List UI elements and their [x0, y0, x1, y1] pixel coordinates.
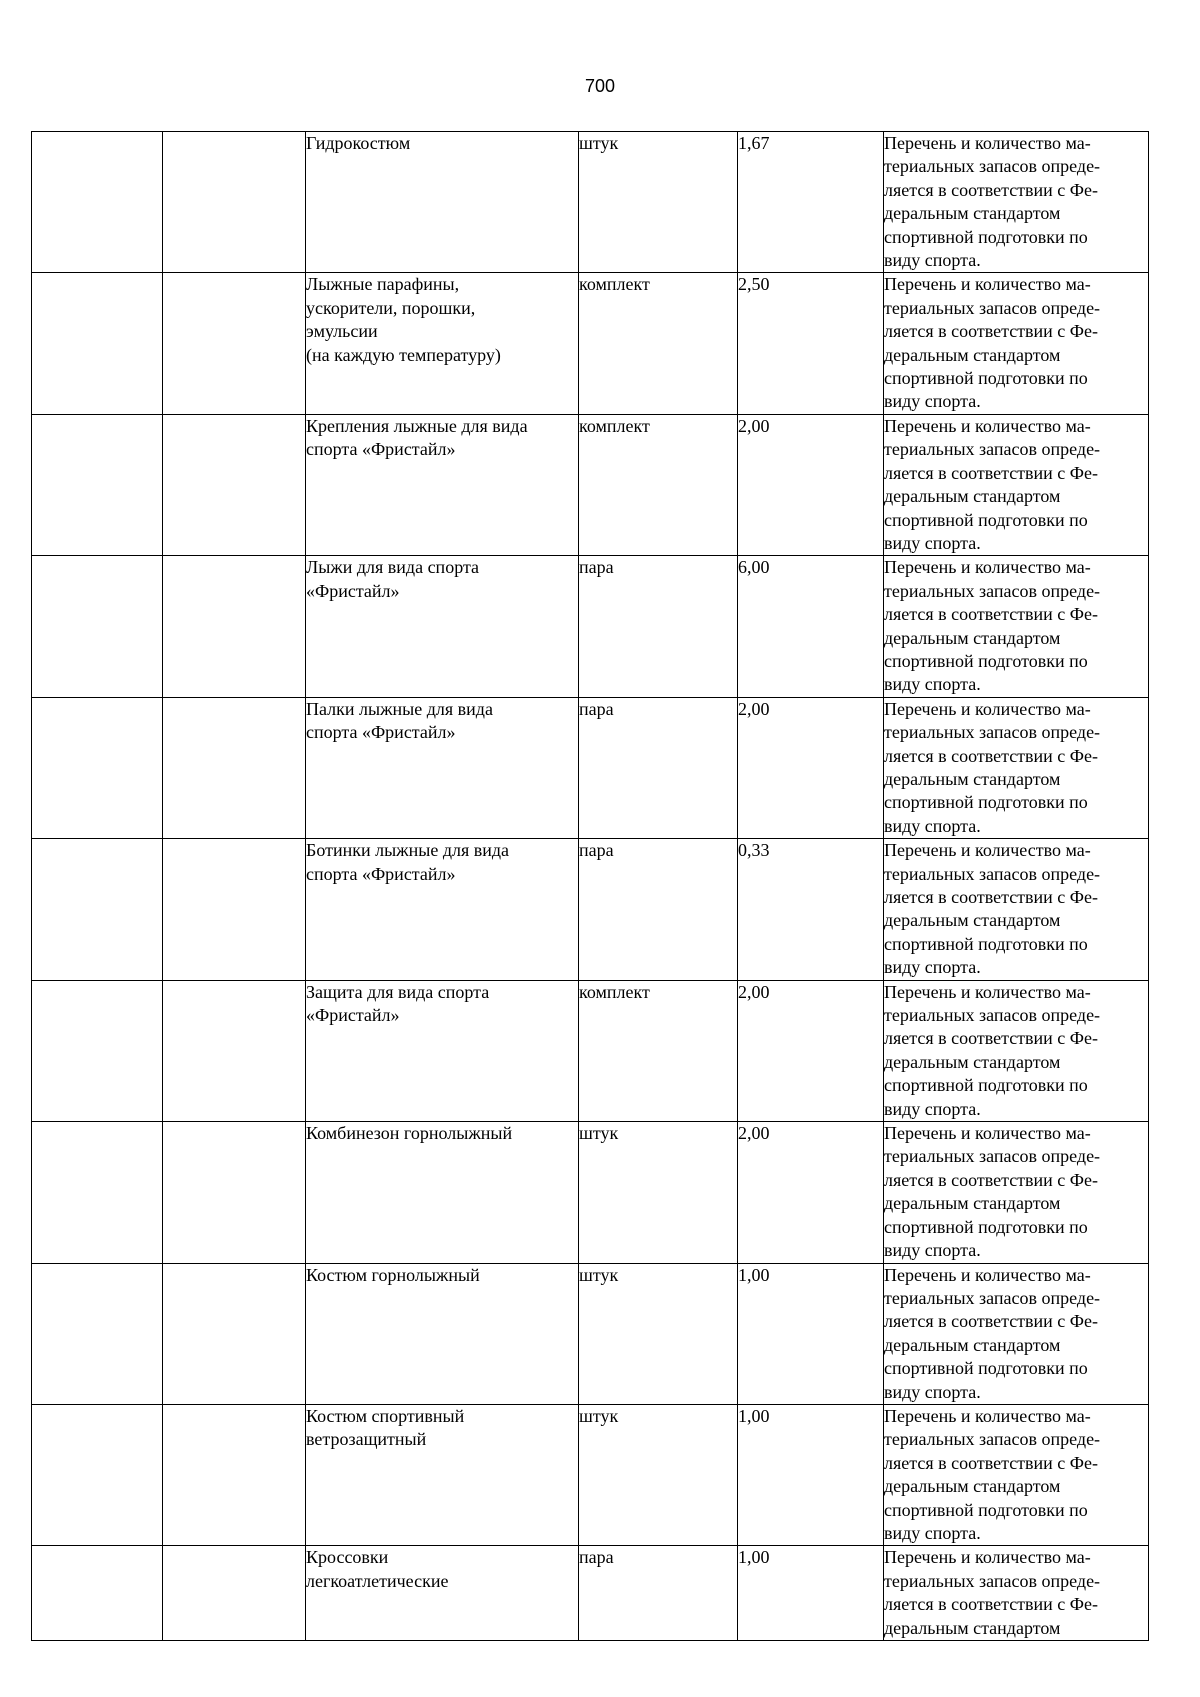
table-row	[32, 839, 1149, 980]
table-row	[32, 697, 1149, 838]
empty-cell-a	[32, 1263, 163, 1404]
item-name-cell	[306, 697, 579, 838]
unit-cell: пара	[579, 697, 738, 838]
unit-cell: штук	[579, 132, 738, 273]
note-cell: Перечень и количество ма- териальных запасов опреде- ляется в соответствии с Фе- деральным стандартом спортивной подготовки по виду спорта.	[884, 1122, 1149, 1263]
item-name: Крепления лыжные для вида спорта «Фристайл»	[306, 415, 528, 460]
item-name: Кроссовки легкоатлетические	[306, 1547, 449, 1591]
empty-cell-b	[163, 1263, 306, 1404]
note-cell: Перечень и количество ма- териальных запасов опреде- ляется в соответствии с Фе- деральным стандартом спортивной подготовки по виду спорта.	[884, 414, 1149, 555]
note-cell: Перечень и количество ма- териальных запасов опреде- ляется в соответствии с Фе- деральным стандартом спортивной подготовки по виду спорта.	[884, 1263, 1149, 1404]
empty-cell-a	[32, 1404, 163, 1545]
empty-cell-b	[163, 556, 306, 697]
item-name: Лыжи для вида спорта «Фристайл»	[306, 557, 480, 601]
unit-cell: комплект	[579, 414, 738, 555]
empty-cell-a	[32, 556, 163, 697]
unit-cell: комплект	[579, 273, 738, 414]
quantity-cell: 2,50	[738, 273, 884, 414]
materials-table-body	[32, 132, 1149, 1641]
empty-cell-b	[163, 1546, 306, 1641]
item-name-cell	[306, 1546, 579, 1641]
item-name-cell	[306, 414, 579, 555]
quantity-cell: 1,00	[738, 1263, 884, 1404]
empty-cell-b	[163, 132, 306, 273]
empty-cell-b	[163, 273, 306, 414]
empty-cell-b	[163, 414, 306, 555]
item-name-cell	[306, 556, 579, 697]
table-row	[32, 1263, 1149, 1404]
item-name: Ботинки лыжные для вида спорта «Фристайл»	[306, 840, 510, 884]
note-cell: Перечень и количество ма- териальных запасов опреде- ляется в соответствии с Фе- деральным стандартом спортивной подготовки по виду спорта.	[884, 839, 1149, 980]
quantity-cell: 1,00	[738, 1546, 884, 1641]
unit-cell: пара	[579, 556, 738, 697]
empty-cell-b	[163, 697, 306, 838]
note-cell: Перечень и количество ма- териальных запасов опреде- ляется в соответствии с Фе- деральным стандартом спортивной подготовки по виду спорта.	[884, 697, 1149, 838]
unit-cell: пара	[579, 1546, 738, 1641]
empty-cell-a	[32, 273, 163, 414]
page-number: 700	[584, 76, 616, 96]
item-name-cell	[306, 132, 579, 273]
quantity-cell: 1,00	[738, 1404, 884, 1545]
item-name: Палки лыжные для вида спорта «Фристайл»	[306, 698, 493, 743]
item-name: Гидрокостюм	[306, 133, 411, 153]
note-cell: Перечень и количество ма- териальных запасов опреде- ляется в соответствии с Фе- деральным стандартом спортивной подготовки по виду спорта.	[884, 1404, 1149, 1545]
quantity-cell: 2,00	[738, 414, 884, 555]
empty-cell-a	[32, 697, 163, 838]
note-cell: Перечень и количество ма- териальных запасов опреде- ляется в соответствии с Фе- деральным стандартом спортивной подготовки по виду спорта.	[884, 132, 1149, 273]
table-row	[32, 1404, 1149, 1545]
note-cell: Перечень и количество ма- териальных запасов опреде- ляется в соответствии с Фе- деральным стандартом спортивной подготовки по виду спорта.	[884, 556, 1149, 697]
item-name: Костюм спортивный ветрозащитный	[306, 1405, 465, 1450]
empty-cell-a	[32, 1546, 163, 1641]
materials-table	[31, 131, 1149, 1641]
table-row	[32, 1122, 1149, 1263]
table-row	[32, 556, 1149, 697]
item-name: Защита для вида спорта «Фристайл»	[306, 981, 490, 1026]
item-name-cell	[306, 980, 579, 1121]
unit-cell: пара	[579, 839, 738, 980]
unit-cell: штук	[579, 1404, 738, 1545]
empty-cell-a	[32, 414, 163, 555]
unit-cell: комплект	[579, 980, 738, 1121]
item-name-cell	[306, 1122, 579, 1263]
note-cell: Перечень и количество ма- териальных запасов опреде- ляется в соответствии с Фе- деральным стандартом спортивной подготовки по виду спорта.	[884, 273, 1149, 414]
empty-cell-a	[32, 132, 163, 273]
quantity-cell: 1,67	[738, 132, 884, 273]
item-name: Костюм горнолыжный	[306, 1264, 480, 1285]
table-row	[32, 132, 1149, 273]
empty-cell-b	[163, 1404, 306, 1545]
unit-cell: штук	[579, 1263, 738, 1404]
item-name-cell	[306, 1404, 579, 1545]
table-row	[32, 1546, 1149, 1641]
empty-cell-b	[163, 1122, 306, 1263]
empty-cell-b	[163, 839, 306, 980]
item-name: Лыжные парафины, ускорители, порошки, эмульсии (на каждую температуру)	[306, 274, 501, 365]
quantity-cell: 2,00	[738, 980, 884, 1121]
quantity-cell: 2,00	[738, 1122, 884, 1263]
note-cell: Перечень и количество ма- териальных запасов опреде- ляется в соответствии с Фе- деральным стандартом	[884, 1546, 1149, 1641]
item-name: Комбинезон горнолыжный	[306, 1123, 513, 1144]
quantity-cell: 2,00	[738, 697, 884, 838]
note-cell: Перечень и количество ма- териальных запасов опреде- ляется в соответствии с Фе- деральным стандартом спортивной подготовки по виду спорта.	[884, 980, 1149, 1121]
item-name-cell	[306, 1263, 579, 1404]
item-name-cell	[306, 273, 579, 414]
empty-cell-a	[32, 980, 163, 1121]
item-name-cell	[306, 839, 579, 980]
table-row	[32, 273, 1149, 414]
table-row	[32, 980, 1149, 1121]
table-row	[32, 414, 1149, 555]
quantity-cell: 0,33	[738, 839, 884, 980]
empty-cell-a	[32, 839, 163, 980]
empty-cell-b	[163, 980, 306, 1121]
unit-cell: штук	[579, 1122, 738, 1263]
quantity-cell: 6,00	[738, 556, 884, 697]
empty-cell-a	[32, 1122, 163, 1263]
